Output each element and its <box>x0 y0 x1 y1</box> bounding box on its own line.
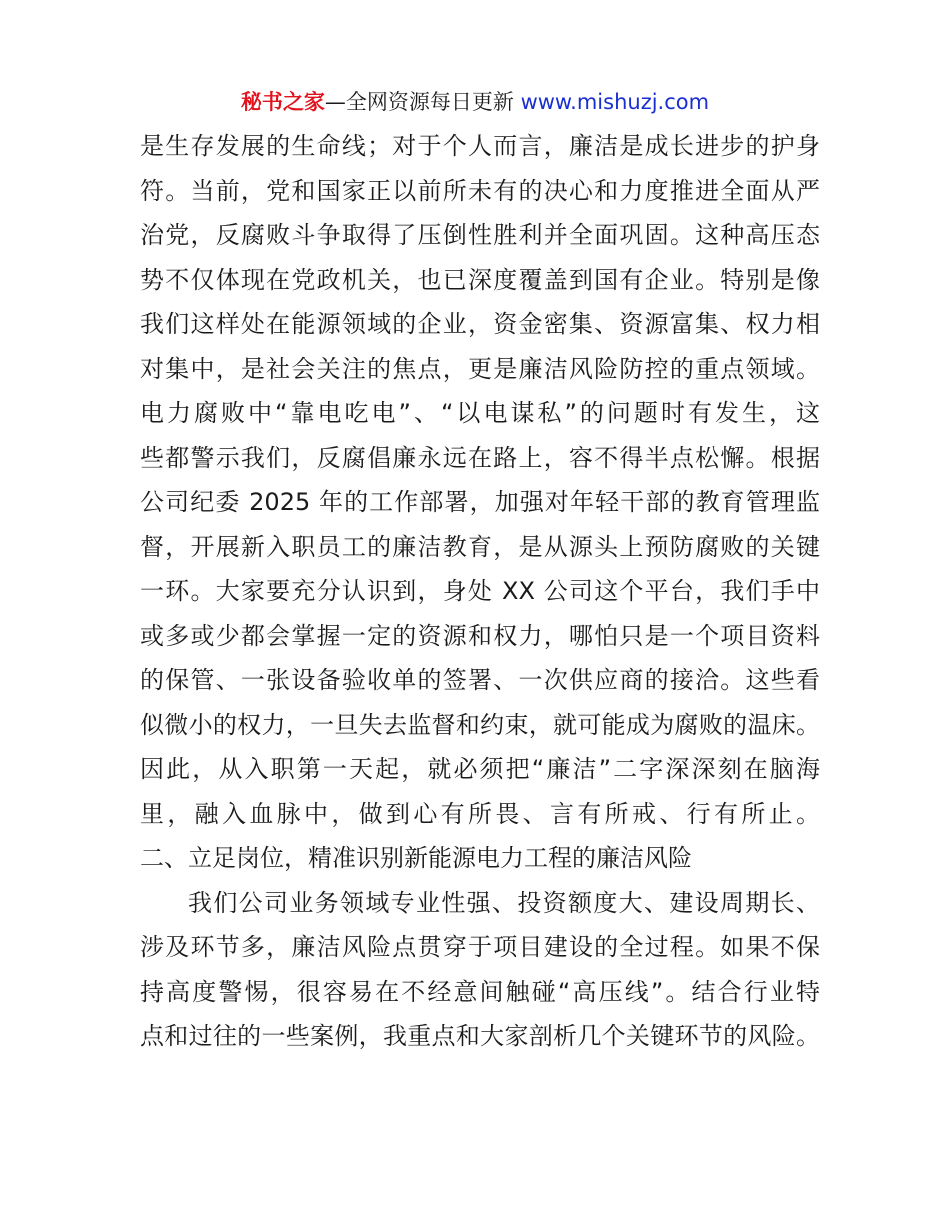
text-line: 我们公司业务领域专业性强、投资额度大、建设周期长、 <box>188 888 820 917</box>
site-header <box>0 86 950 118</box>
header-tagline: —全网资源每日更新 <box>324 90 514 114</box>
text-line: 持高度警惕，很容易在不经意间触碰“高压线”。结合行业特 <box>140 977 820 1006</box>
text-line: 对集中，是社会关注的焦点，更是廉洁风险防控的重点领域。 <box>140 354 820 383</box>
document-body <box>140 124 820 1059</box>
text-line: 我们这样处在能源领域的企业，资金密集、资源富集、权力相 <box>140 310 820 338</box>
text-line: 一环。大家要充分认识到，身处 XX 公司这个平台，我们手中 <box>140 577 820 605</box>
text-line: 点和过往的一些案例，我重点和大家剖析几个关键环节的风险。 <box>140 1022 820 1050</box>
text-line: 涉及环节多，廉洁风险点贯穿于项目建设的全过程。如果不保 <box>140 933 820 961</box>
text-line: 似微小的权力，一旦失去监督和约束，就可能成为腐败的温床。 <box>140 710 820 739</box>
text-line: 是生存发展的生命线；对于个人而言，廉洁是成长进步的护身 <box>140 132 820 160</box>
site-url-link[interactable]: www.mishuzj.com <box>520 90 710 114</box>
text-line: 符。当前，党和国家正以前所未有的决心和力度推进全面从严 <box>140 176 820 205</box>
brand-name: 秘书之家 <box>240 90 325 114</box>
text-line: 因此，从入职第一天起，就必须把“廉洁”二字深深刻在脑海 <box>140 755 820 783</box>
text-line: 的保管、一张设备验收单的签署、一次供应商的接洽。这些看 <box>140 666 820 694</box>
text-line: 公司纪委 2025 年的工作部署，加强对年轻干部的教育管理监 <box>140 488 820 516</box>
section-heading-text: 二、立足岗位，精准识别新能源电力工程的廉洁风险 <box>140 844 692 872</box>
text-line: 或多或少都会掌握一定的资源和权力，哪怕只是一个项目资料 <box>140 621 820 650</box>
text-line: 势不仅体现在党政机关，也已深度覆盖到国有企业。特别是像 <box>140 265 820 294</box>
text-line: 督，开展新入职员工的廉洁教育，是从源头上预防腐败的关键 <box>140 532 820 561</box>
text-line: 电力腐败中“靠电吃电”、“以电谋私”的问题时有发生，这 <box>140 399 820 427</box>
text-line: 些都警示我们，反腐倡廉永远在路上，容不得半点松懈。根据 <box>140 443 820 472</box>
section-heading <box>140 836 820 881</box>
text-line: 治党，反腐败斗争取得了压倒性胜利并全面巩固。这种高压态 <box>140 221 820 249</box>
paragraph-2 <box>140 881 820 1059</box>
paragraph-1 <box>140 124 820 836</box>
text-line: 里，融入血脉中，做到心有所畏、言有所戒、行有所止。 <box>140 799 820 828</box>
